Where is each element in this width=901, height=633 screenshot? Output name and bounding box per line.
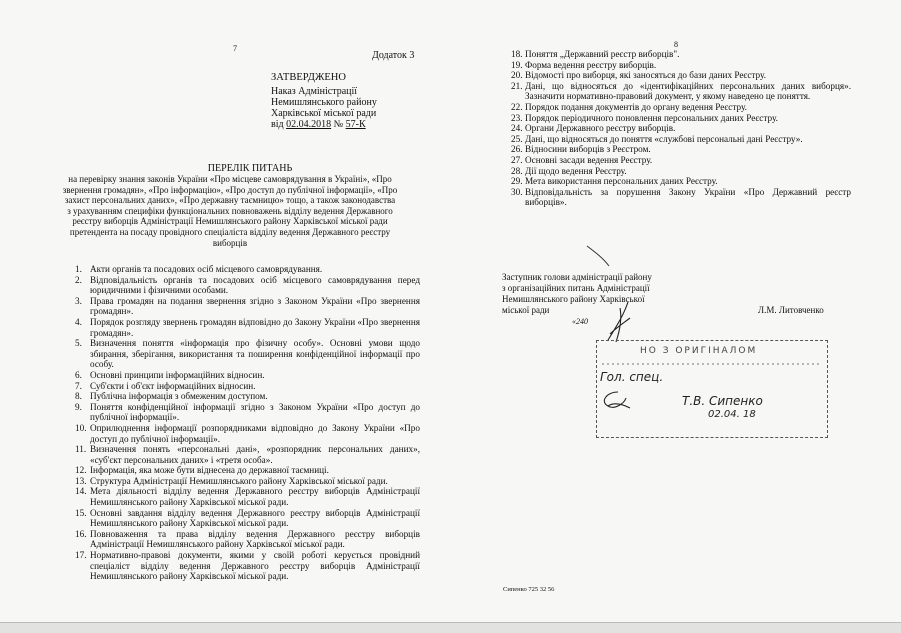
question-item xyxy=(511,123,851,134)
question-item xyxy=(75,296,420,317)
question-item xyxy=(511,102,851,113)
question-number: 20. xyxy=(511,70,523,81)
question-text: Мета діяльності відділу ведення Державного реєстру виборців Адміністрації Немишлянського району Харківської міської ради. xyxy=(90,486,420,508)
question-item xyxy=(75,381,420,392)
question-text: Нормативно-правові документи, якими у своїй роботі керується провідний спеціаліст відділу ведення Державного реєстру виборців Адміністрації Немишлянського району Харківської міської ради. xyxy=(90,550,420,582)
footer-contact: Сипенко 725 32 56 xyxy=(503,586,555,593)
approval-title: ЗАТВЕРДЖЕНО xyxy=(271,72,346,83)
question-item xyxy=(75,529,420,550)
question-number: 14. xyxy=(75,486,87,497)
question-item xyxy=(75,550,420,582)
signatory-line-1: Заступник голови адміністрації району xyxy=(502,272,652,282)
question-text: Дії щодо ведення Реєстру. xyxy=(525,165,627,176)
question-number: 17. xyxy=(75,550,87,561)
questions-list-right xyxy=(511,49,851,208)
question-number: 27. xyxy=(511,154,523,165)
question-item xyxy=(511,134,851,145)
signatory-line-4: міської ради xyxy=(502,305,550,315)
question-text: Визначення поняття «інформація про фізичну особу». Основні умови щодо збирання, зберігання, використання та поширення конфіденційної інформації про особу. xyxy=(90,338,420,370)
question-number: 8. xyxy=(75,391,82,402)
question-number: 24. xyxy=(511,123,523,134)
question-number: 29. xyxy=(511,176,523,187)
question-text: Структура Адміністрації Немишлянського району Харківської міської ради. xyxy=(90,475,388,486)
question-item xyxy=(75,317,420,338)
question-number: 19. xyxy=(511,59,523,70)
intro-line: захист персональних даних», «Про державну таємницю» тощо, а також законодавства xyxy=(64,195,396,206)
question-text: Суб'єкти і об'єкт інформаційних відносин. xyxy=(90,380,256,391)
question-item xyxy=(511,113,851,124)
question-item xyxy=(75,486,420,507)
signatory-name: Л.М. Литовченко xyxy=(758,305,824,315)
approval-date: 02.04.2018 xyxy=(286,119,332,130)
question-text: Відповідальність органів та посадових осіб місцевого самоврядування перед юридичними і фізичними особами. xyxy=(90,274,420,296)
question-text: Дані, що відносяться до «ідентифікаційних персональних даних виборця». Зазначити нормативно-правовий документ, у якому наведено це поняття. xyxy=(525,80,851,102)
question-number: 7. xyxy=(75,380,82,391)
question-text: Поняття конфіденційної інформації згідно з Законом України «Про доступ до публічної інформації». xyxy=(90,401,420,423)
question-number: 26. xyxy=(511,144,523,155)
question-item xyxy=(75,338,420,370)
question-item xyxy=(511,49,851,60)
question-text: Порядок подання документів до органу ведення Реєстру. xyxy=(525,101,747,112)
document-heading: ПЕРЕЛІК ПИТАНЬ xyxy=(207,163,293,174)
question-item xyxy=(75,508,420,529)
approval-line-1: Наказ Адміністрації xyxy=(271,86,358,97)
question-item xyxy=(511,70,851,81)
handwritten-number: «240 xyxy=(572,317,588,326)
question-text: Мета використання персональних даних Реєстру. xyxy=(525,176,718,187)
question-text: Публічна інформація з обмеженим доступом. xyxy=(90,391,268,402)
question-number: 25. xyxy=(511,133,523,144)
question-text: Порядок періодичного поновлення персональних даних Реєстру. xyxy=(525,112,778,123)
handwritten-position: Гол. спец. xyxy=(600,370,664,384)
question-item xyxy=(75,402,420,423)
question-item xyxy=(75,423,420,444)
scan-bottom-edge xyxy=(0,622,901,633)
question-text: Акти органів та посадових осіб місцевого самоврядування. xyxy=(90,264,323,274)
question-item xyxy=(511,166,851,177)
intro-line: виборців xyxy=(212,237,248,248)
question-item xyxy=(511,60,851,71)
questions-list-left xyxy=(75,264,420,582)
intro-paragraph xyxy=(40,174,420,248)
question-text: Основні засади ведення Реєстру. xyxy=(525,154,653,165)
question-item xyxy=(75,275,420,296)
question-number: 10. xyxy=(75,422,87,433)
question-text: Відомості про виборця, які заносяться до бази даних Реєстру. xyxy=(525,70,766,81)
question-text: Права громадян на подання звернення згідно з Законом України «Про звернення громадян». xyxy=(90,295,420,317)
question-text: Основні принципи інформаційних відносин. xyxy=(90,369,265,380)
question-number: 12. xyxy=(75,465,87,476)
question-text: Оприлюднення інформації розпорядниками відповідно до Закону України «Про доступ до публічної інформації». xyxy=(90,422,420,444)
question-number: 16. xyxy=(75,528,87,539)
question-number: 11. xyxy=(75,444,87,455)
question-number: 22. xyxy=(511,101,523,112)
question-number: 21. xyxy=(511,80,523,91)
question-text: Відповідальність за порушення Закону України «Про Державний реєстр виборців». xyxy=(525,186,851,208)
question-item xyxy=(511,176,851,187)
question-number: 9. xyxy=(75,401,82,412)
approval-date-line xyxy=(271,119,366,130)
question-item xyxy=(75,476,420,487)
intro-line: на перевірку знання законів України «Про місцеве самоврядування в Україні», «Про xyxy=(68,174,392,184)
stamp-text: НО З ОРИГІНАЛОМ xyxy=(640,346,758,356)
question-item xyxy=(511,144,851,155)
question-text: Основні завдання відділу ведення Державного реєстру виборців Адміністрації Немишлянського району Харківської міської ради. xyxy=(90,507,420,529)
question-number: 13. xyxy=(75,475,87,486)
question-item xyxy=(75,264,420,275)
signature xyxy=(600,298,640,344)
intro-line: претендента на посаду провідного спеціаліста відділу ведення Державного реєстру xyxy=(69,226,391,237)
question-number: 6. xyxy=(75,369,82,380)
intro-line: реєстру виборців Адміністрації Немишлянського району Харківської міської ради xyxy=(72,216,388,227)
intro-line: звернення громадян», «Про інформацію», «Про доступ до публічної інформації», «Про xyxy=(62,184,398,195)
signatory-line-3: Немишлянського району Харківської xyxy=(502,294,645,304)
page-number-right: 8 xyxy=(674,40,678,49)
question-number: 2. xyxy=(75,274,82,285)
question-item xyxy=(511,81,851,102)
handwritten-mark xyxy=(585,244,611,268)
question-text: Дані, що відносяться до поняття «службові персональні дані Реєстру». xyxy=(525,133,803,144)
question-text: Порядок розгляду звернень громадян відповідно до Закону України «Про звернення громадян». xyxy=(90,316,420,338)
question-text: Визначення понять «персональні дані», «розпорядник персональних даних», «суб'єкт персональних даних» і «третя особа». xyxy=(90,444,420,465)
question-text: Інформація, яка може бути віднесена до державної таємниці. xyxy=(90,465,329,476)
page-number-left: 7 xyxy=(233,44,237,53)
question-number: 18. xyxy=(511,49,523,59)
handwritten-date: 02.04. 18 xyxy=(708,409,756,420)
question-text: Органи Державного реєстру виборців. xyxy=(525,123,676,134)
question-number: 3. xyxy=(75,295,82,306)
question-item xyxy=(75,370,420,381)
question-number: 4. xyxy=(75,316,82,327)
question-number: 30. xyxy=(511,186,523,197)
approval-number-prefix: № xyxy=(331,119,346,130)
question-item xyxy=(511,187,851,208)
approval-number: 57-К xyxy=(345,119,366,130)
question-number: 1. xyxy=(75,264,82,274)
question-number: 28. xyxy=(511,165,523,176)
question-text: Відносини виборців з Реєстром. xyxy=(525,144,651,155)
question-number: 5. xyxy=(75,338,82,349)
approval-line-3: Харківської міської ради xyxy=(271,108,377,119)
question-item xyxy=(75,391,420,402)
question-text: Повноваження та права відділу ведення Державного реєстру виборців Адміністрації Немишлянського району Харківської міської ради. xyxy=(90,528,420,550)
question-number: 23. xyxy=(511,112,523,123)
handwritten-initials xyxy=(596,388,632,414)
question-item xyxy=(75,444,420,465)
addendum-label: Додаток 3 xyxy=(372,50,415,61)
intro-line: з урахуванням специфіки функціональних повноважень відділу ведення Державного xyxy=(67,205,393,216)
question-number: 15. xyxy=(75,507,87,518)
signatory-line-2: з організаційних питань Адміністрації xyxy=(502,283,650,293)
question-item xyxy=(511,155,851,166)
question-item xyxy=(75,465,420,476)
question-text: Поняття „Державний реєстр виборців". xyxy=(525,49,680,59)
approval-date-prefix: від xyxy=(271,119,287,130)
handwritten-name: Т.В. Сипенко xyxy=(682,394,763,408)
approval-line-2: Немишлянського району xyxy=(271,97,377,108)
question-text: Форма ведення реєстру виборців. xyxy=(525,59,657,70)
